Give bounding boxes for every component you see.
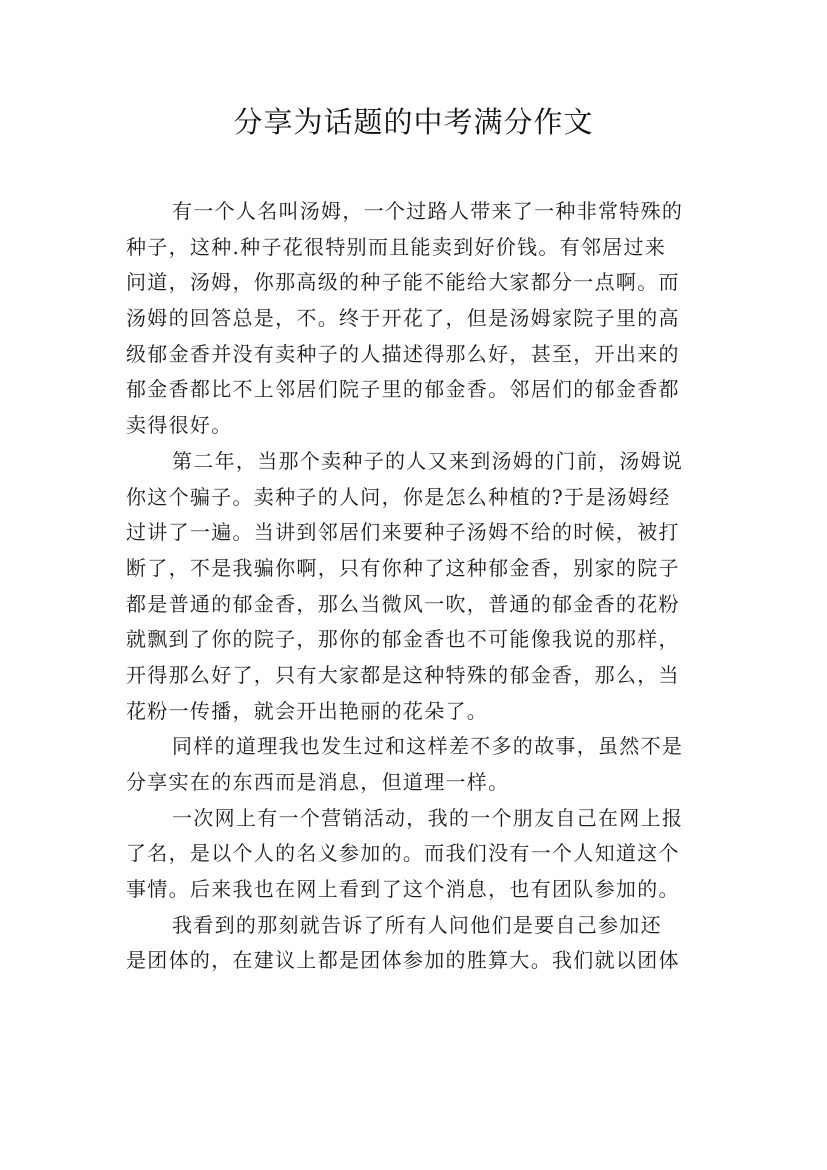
document-title: 分享为话题的中考满分作文 bbox=[233, 105, 594, 139]
text-line: 一次网上有一个营销活动，我的一个朋友自己在网上报 bbox=[172, 805, 684, 830]
text-line: 我看到的那刻就告诉了所有人问他们是要自己参加还 bbox=[172, 912, 662, 937]
text-line: 汤姆的回答总是，不。终于开花了，但是汤姆家院子里的高 bbox=[126, 306, 680, 331]
text-line: 分享实在的东西而是消息，但道理一样。 bbox=[126, 770, 510, 794]
text-line: 同样的道理我也发生过和这样差不多的故事，虽然不是 bbox=[172, 734, 684, 759]
text-line: 有一个人名叫汤姆，一个过路人带来了一种非常特殊的 bbox=[172, 199, 684, 223]
text-line: 卖得很好。 bbox=[126, 413, 233, 438]
text-line: 就飘到了你的院子，那你的郁金香也不可能像我说的那样， bbox=[126, 627, 680, 652]
text-line: 事情。后来我也在网上看到了这个消息，也有团队参加的。 bbox=[126, 877, 680, 902]
text-line: 开得那么好了，只有大家都是这种特殊的郁金香，那么，当 bbox=[126, 662, 680, 687]
essay-body bbox=[126, 194, 716, 979]
text-line: 级郁金香并没有卖种子的人描述得那么好，甚至，开出来的 bbox=[126, 341, 680, 366]
text-line: 种子，这种.种子花很特别而且能卖到好价钱。有邻居过来 bbox=[126, 234, 667, 259]
text-line: 都是普通的郁金香，那么当微风一吹，普通的郁金香的花粉 bbox=[126, 591, 680, 616]
text-line: 过讲了一遍。当讲到邻居们来要种子汤姆不给的时候，被打 bbox=[126, 520, 680, 545]
text-line: 是团体的，在建议上都是团体参加的胜算大。我们就以团体 bbox=[126, 948, 680, 973]
text-line: 问道，汤姆，你那高级的种子能不能给大家都分一点啊。而 bbox=[126, 270, 680, 295]
text-line: 郁金香都比不上邻居们院子里的郁金香。邻居们的郁金香都 bbox=[126, 377, 680, 402]
text-line: 你这个骗子。卖种子的人问，你是怎么种植的?于是汤姆经 bbox=[126, 484, 671, 509]
text-line: 断了，不是我骗你啊，只有你种了这种郁金香，别家的院子 bbox=[126, 555, 680, 580]
text-line: 了名，是以个人的名义参加的。而我们没有一个人知道这个 bbox=[126, 841, 680, 866]
text-line: 第二年，当那个卖种子的人又来到汤姆的门前，汤姆说 bbox=[172, 448, 684, 473]
text-line: 花粉一传播，就会开出艳丽的花朵了。 bbox=[126, 698, 489, 723]
